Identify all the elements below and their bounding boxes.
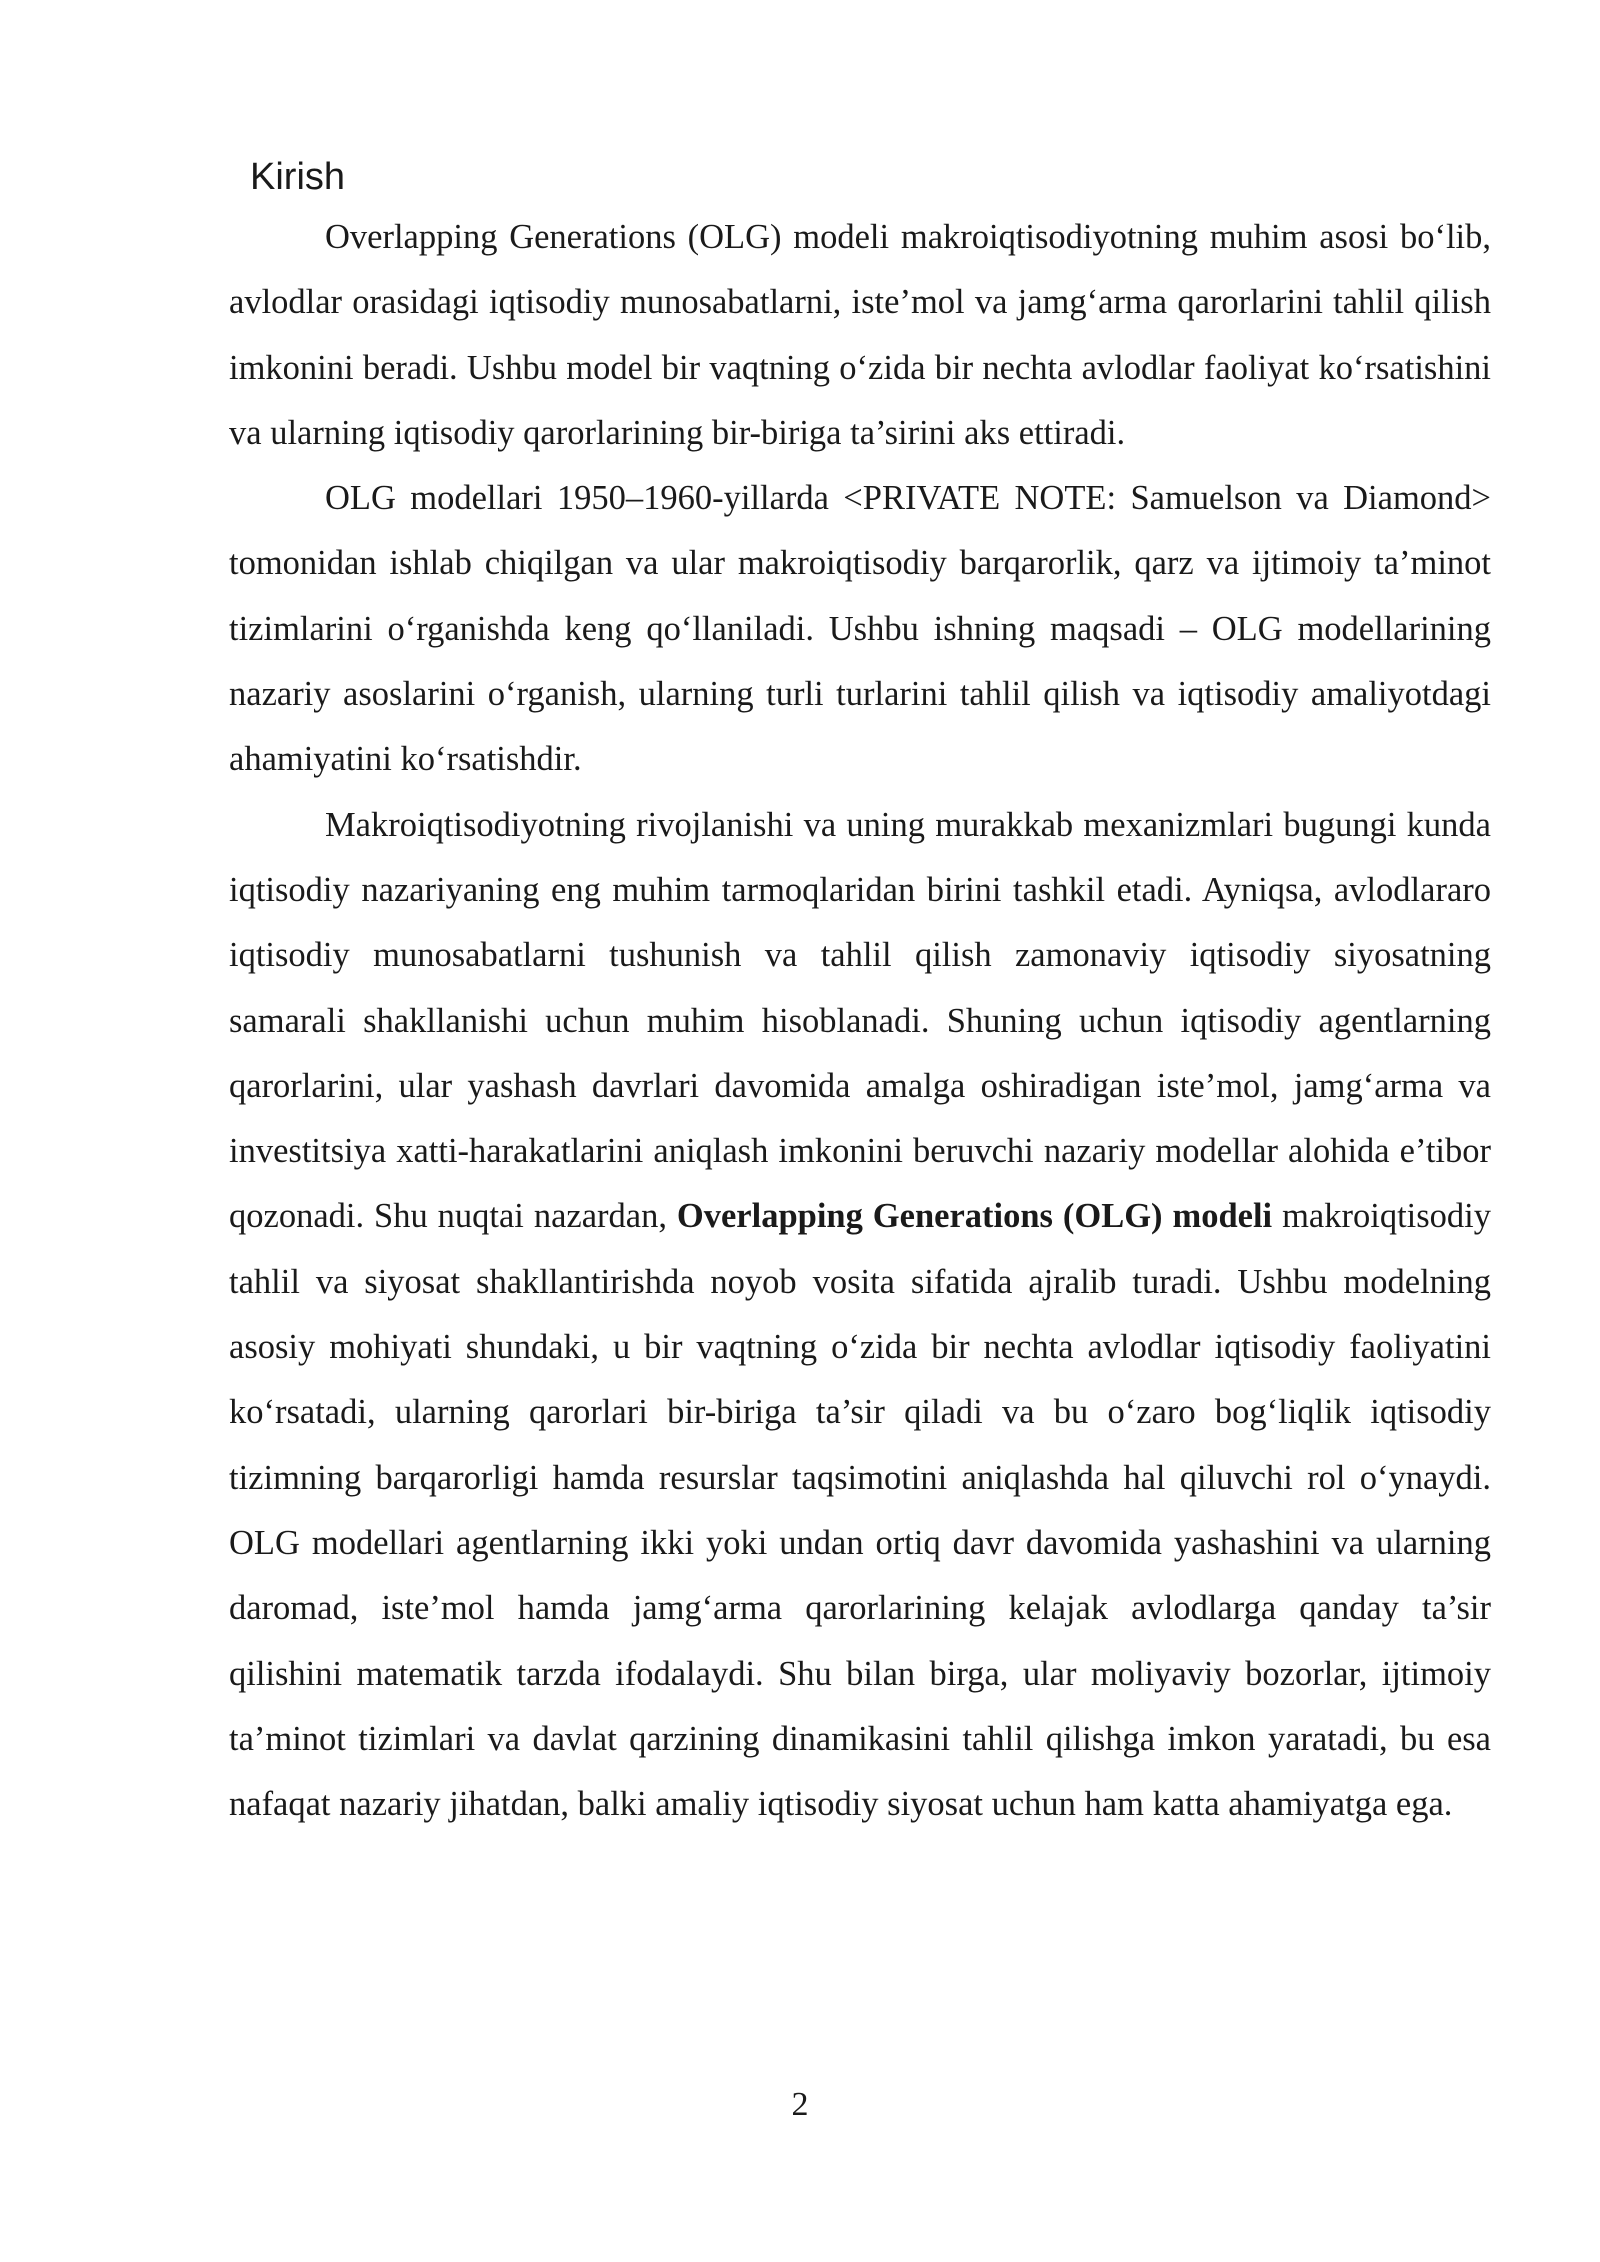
section-heading: Kirish — [250, 156, 346, 198]
page-number: 2 — [791, 2086, 809, 2123]
paragraph-overview — [229, 793, 1491, 1838]
paragraph-overview-start: Makroiqtisodiyotning rivojlanishi va uning murakkab mexanizmlari bugungi kunda iqtisodiy nazariyaning eng muhim tarmoqlaridan birini tashkil etadi. Ayniqsa, avlodlararo iqtisodiy munosabatlarni tushunish va tahlil qilish zamonaviy iqtisodiy siyosatning samarali shakllanishi uchun muhim hisoblanadi. Shuning uchun iqtisodiy agentlarning qarorlarini, ular yashash davrlari davomida amalga oshiradigan iste’mol, jamg‘arma va investitsiya xatti-harakatlarini aniqlash imkonini beruvchi nazariy modellar alohida e’tibor qozonadi. Shu nuqtai nazardan, — [229, 805, 1491, 1236]
body-text — [229, 205, 1491, 1837]
paragraph-history: OLG modellari 1950–1960-yillarda <PRIVATE NOTE: Samuelson va Diamond> tomonidan ishlab chiqilgan va ular makroiqtisodiy barqarorlik, qarz va ijtimoiy ta’minot tizimlarini o‘rganishda keng qo‘llaniladi. Ushbu ishning maqsadi – OLG modellarining nazariy asoslarini o‘rganish, ularning turli turlarini tahlil qilish va iqtisodiy amaliyotdagi ahamiyatini ko‘rsatishdir. — [229, 479, 1491, 779]
paragraph-intro: Overlapping Generations (OLG) modeli makroiqtisodiyotning muhim asosi bo‘lib, avlodlar orasidagi iqtisodiy munosabatlarni, iste’mol va jamg‘arma qarorlarini tahlil qilish imkonini beradi. Ushbu model bir vaqtning o‘zida bir nechta avlodlar faoliyat ko‘rsatishini va ularning iqtisodiy qarorlarining bir-biriga ta’sirini aks ettiradi. — [229, 218, 1491, 452]
bold-term: Overlapping Generations (OLG) modeli — [676, 1197, 1273, 1236]
paragraph-overview-end: makroiqtisodiy tahlil va siyosat shakllantirishda noyob vosita sifatida ajralib turadi. Ushbu modelning asosiy mohiyati shundaki, u bir vaqtning o‘zida bir nechta avlodlar iqtisodiy faoliyatini ko‘rsatadi, ularning qarorlari bir-biriga ta’sir qiladi va bu o‘zaro bog‘liqlik iqtisodiy tizimning barqarorligi hamda resurslar taqsimotini aniqlashda hal qiluvchi rol o‘ynaydi. OLG modellari agentlarning ikki yoki undan ortiq davr davomida yashashini va ularning daromad, iste’mol hamda jamg‘arma qarorlarining kelajak avlodlarga qanday ta’sir qilishini matematik tarzda ifodalaydi. Shu bilan birga, ular moliyaviy bozorlar, ijtimoiy ta’minot tizimlari va davlat qarzining dinamikasini tahlil qilishga imkon yaratadi, bu esa nafaqat nazariy jihatdan, balki amaliy iqtisodiy siyosat uchun ham katta ahamiyatga ega. — [229, 1197, 1492, 1824]
